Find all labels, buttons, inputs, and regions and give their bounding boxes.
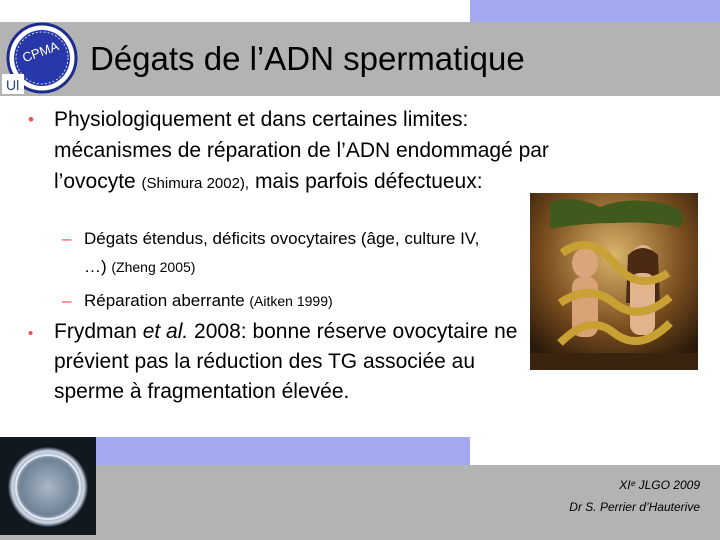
adam-eve-dna-illustration — [530, 193, 698, 370]
footer-event: XIᵉ JLGO 2009 — [619, 478, 700, 492]
top-accent-bar — [470, 0, 720, 22]
bullet-2-text-b: 2008: bonne réserve ovocytaire ne prévient pas la réduction des TG associée au sperme à fragmentation élevée. — [54, 320, 518, 403]
sub-bullet-marker: – — [62, 291, 72, 310]
oocyte-micrograph — [0, 437, 96, 535]
bullet-1-ref: (Shimura 2002), — [141, 175, 250, 192]
bullet-1-text-a: Physiologiquement et dans certaines limites: mécanismes de réparation de l’ADN endommagé par l’ovocyte — [54, 108, 549, 193]
sub-bullet-1-ref: (Zheng 2005) — [111, 259, 196, 275]
cpma-logo — [2, 20, 80, 98]
bullet-2 — [28, 317, 548, 407]
bullet-2-text-a: Frydman — [54, 320, 143, 343]
slide-title: Dégats de l’ADN spermatique — [90, 40, 525, 77]
sub-bullet-marker: – — [62, 229, 72, 248]
logo-corner-text: Ul — [6, 77, 20, 93]
footer-author: Dr S. Perrier d’Hauterive — [569, 500, 700, 514]
sub-bullet-2-ref: (Aitken 1999) — [249, 293, 333, 309]
sub-bullet-1 — [62, 225, 482, 281]
bullet-1-text-b: mais parfois défectueux: — [249, 170, 483, 193]
bullet-2-italic: et al. — [142, 320, 189, 343]
logo-text: CPMA — [20, 38, 61, 66]
sub-bullet-2 — [62, 287, 482, 315]
sub-bullet-2-text: Réparation aberrante — [84, 291, 250, 310]
bullet-1 — [28, 104, 588, 199]
bullet-marker: • — [28, 325, 34, 342]
bullet-marker: • — [28, 110, 34, 129]
sub-bullet-1-text: Dégats étendus, déficits ovocytaires (âge, culture IV, …) — [84, 229, 480, 276]
